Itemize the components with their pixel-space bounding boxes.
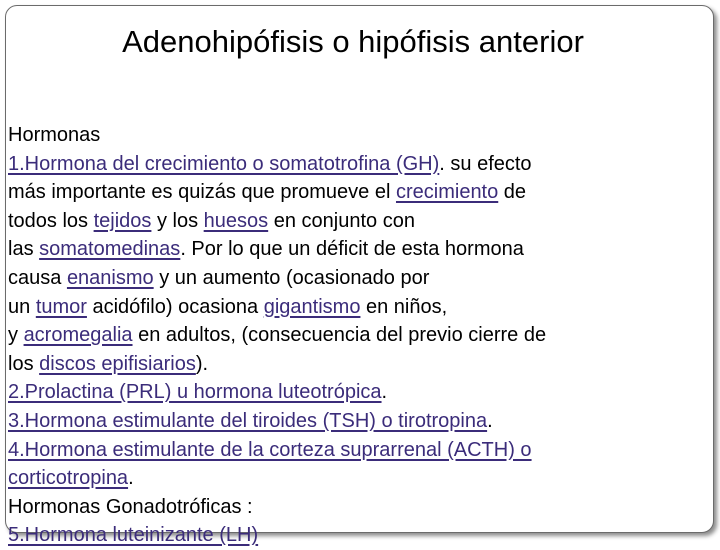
text-segment: . (381, 381, 388, 404)
hyperlink[interactable]: 3.Hormona estimulante del tiroides (TSH) o tirotropina (8, 409, 488, 432)
text-segment: . su efecto (439, 152, 532, 175)
text-segment: causa (8, 266, 67, 289)
text-line (8, 150, 688, 179)
text-line (8, 436, 688, 465)
text-line (8, 378, 688, 407)
text-segment: un (8, 295, 36, 318)
text-segment: y los (151, 209, 204, 232)
text-line (8, 178, 688, 207)
text-line (8, 407, 688, 436)
text-segment: ). (195, 352, 209, 375)
hyperlink[interactable]: 4.Hormona estimulante de la corteza suprarrenal (ACTH) o (8, 438, 532, 461)
text-line (8, 121, 688, 150)
hyperlink[interactable]: 2.Prolactina (PRL) u hormona luteotrópica (8, 381, 382, 404)
text-segment: y (8, 324, 24, 347)
hyperlink[interactable]: corticotropina (8, 467, 129, 490)
text-line (8, 521, 688, 550)
text-segment: en conjunto con (268, 209, 415, 232)
hyperlink[interactable]: tejidos (93, 209, 152, 232)
hyperlink[interactable]: enanismo (66, 266, 154, 289)
text-line (8, 493, 688, 522)
hyperlink[interactable]: 1.Hormona del crecimiento o somatotrofina (GH) (8, 152, 440, 175)
text-segment: las (8, 238, 40, 261)
text-segment: . (128, 467, 134, 490)
hyperlink[interactable]: gigantismo (263, 295, 361, 318)
hyperlink[interactable]: acromegalia (23, 324, 133, 347)
hyperlink[interactable]: somatomedinas (39, 238, 181, 261)
text-line (8, 464, 688, 493)
text-segment: Hormonas Gonadotróficas : (8, 495, 253, 518)
text-segment: en adultos, (consecuencia del previo cierre de (132, 324, 547, 347)
hyperlink[interactable]: tumor (35, 295, 87, 318)
hyperlink[interactable]: crecimiento (395, 181, 499, 204)
text-line (8, 350, 688, 379)
slide-title: Adenohipófisis o hipófisis anterior (122, 24, 584, 59)
text-segment: y un aumento (ocasionado por (153, 266, 430, 289)
text-segment: todos los (8, 209, 94, 232)
text-segment: . Por lo que un déficit de esta hormona (180, 238, 524, 261)
text-segment: los (8, 352, 40, 375)
text-segment: . (487, 409, 493, 432)
text-segment: de (498, 181, 527, 204)
slide-frame (5, 5, 714, 547)
hyperlink[interactable]: discos epifisiarios (39, 352, 196, 375)
text-segment: acidófilo) ocasiona (86, 295, 264, 318)
text-segment: Hormonas (8, 124, 101, 146)
text-segment: en niños, (360, 295, 448, 318)
text-line (8, 293, 688, 322)
text-line (8, 235, 688, 264)
text-segment: más importante es quizás que promueve el (8, 181, 396, 204)
hyperlink[interactable]: huesos (203, 209, 269, 232)
text-line (8, 321, 688, 350)
text-line (8, 207, 688, 236)
hyperlink[interactable]: 5.Hormona luteinizante (LH) (8, 524, 259, 547)
slide-body-text (8, 121, 688, 550)
text-line (8, 264, 688, 293)
